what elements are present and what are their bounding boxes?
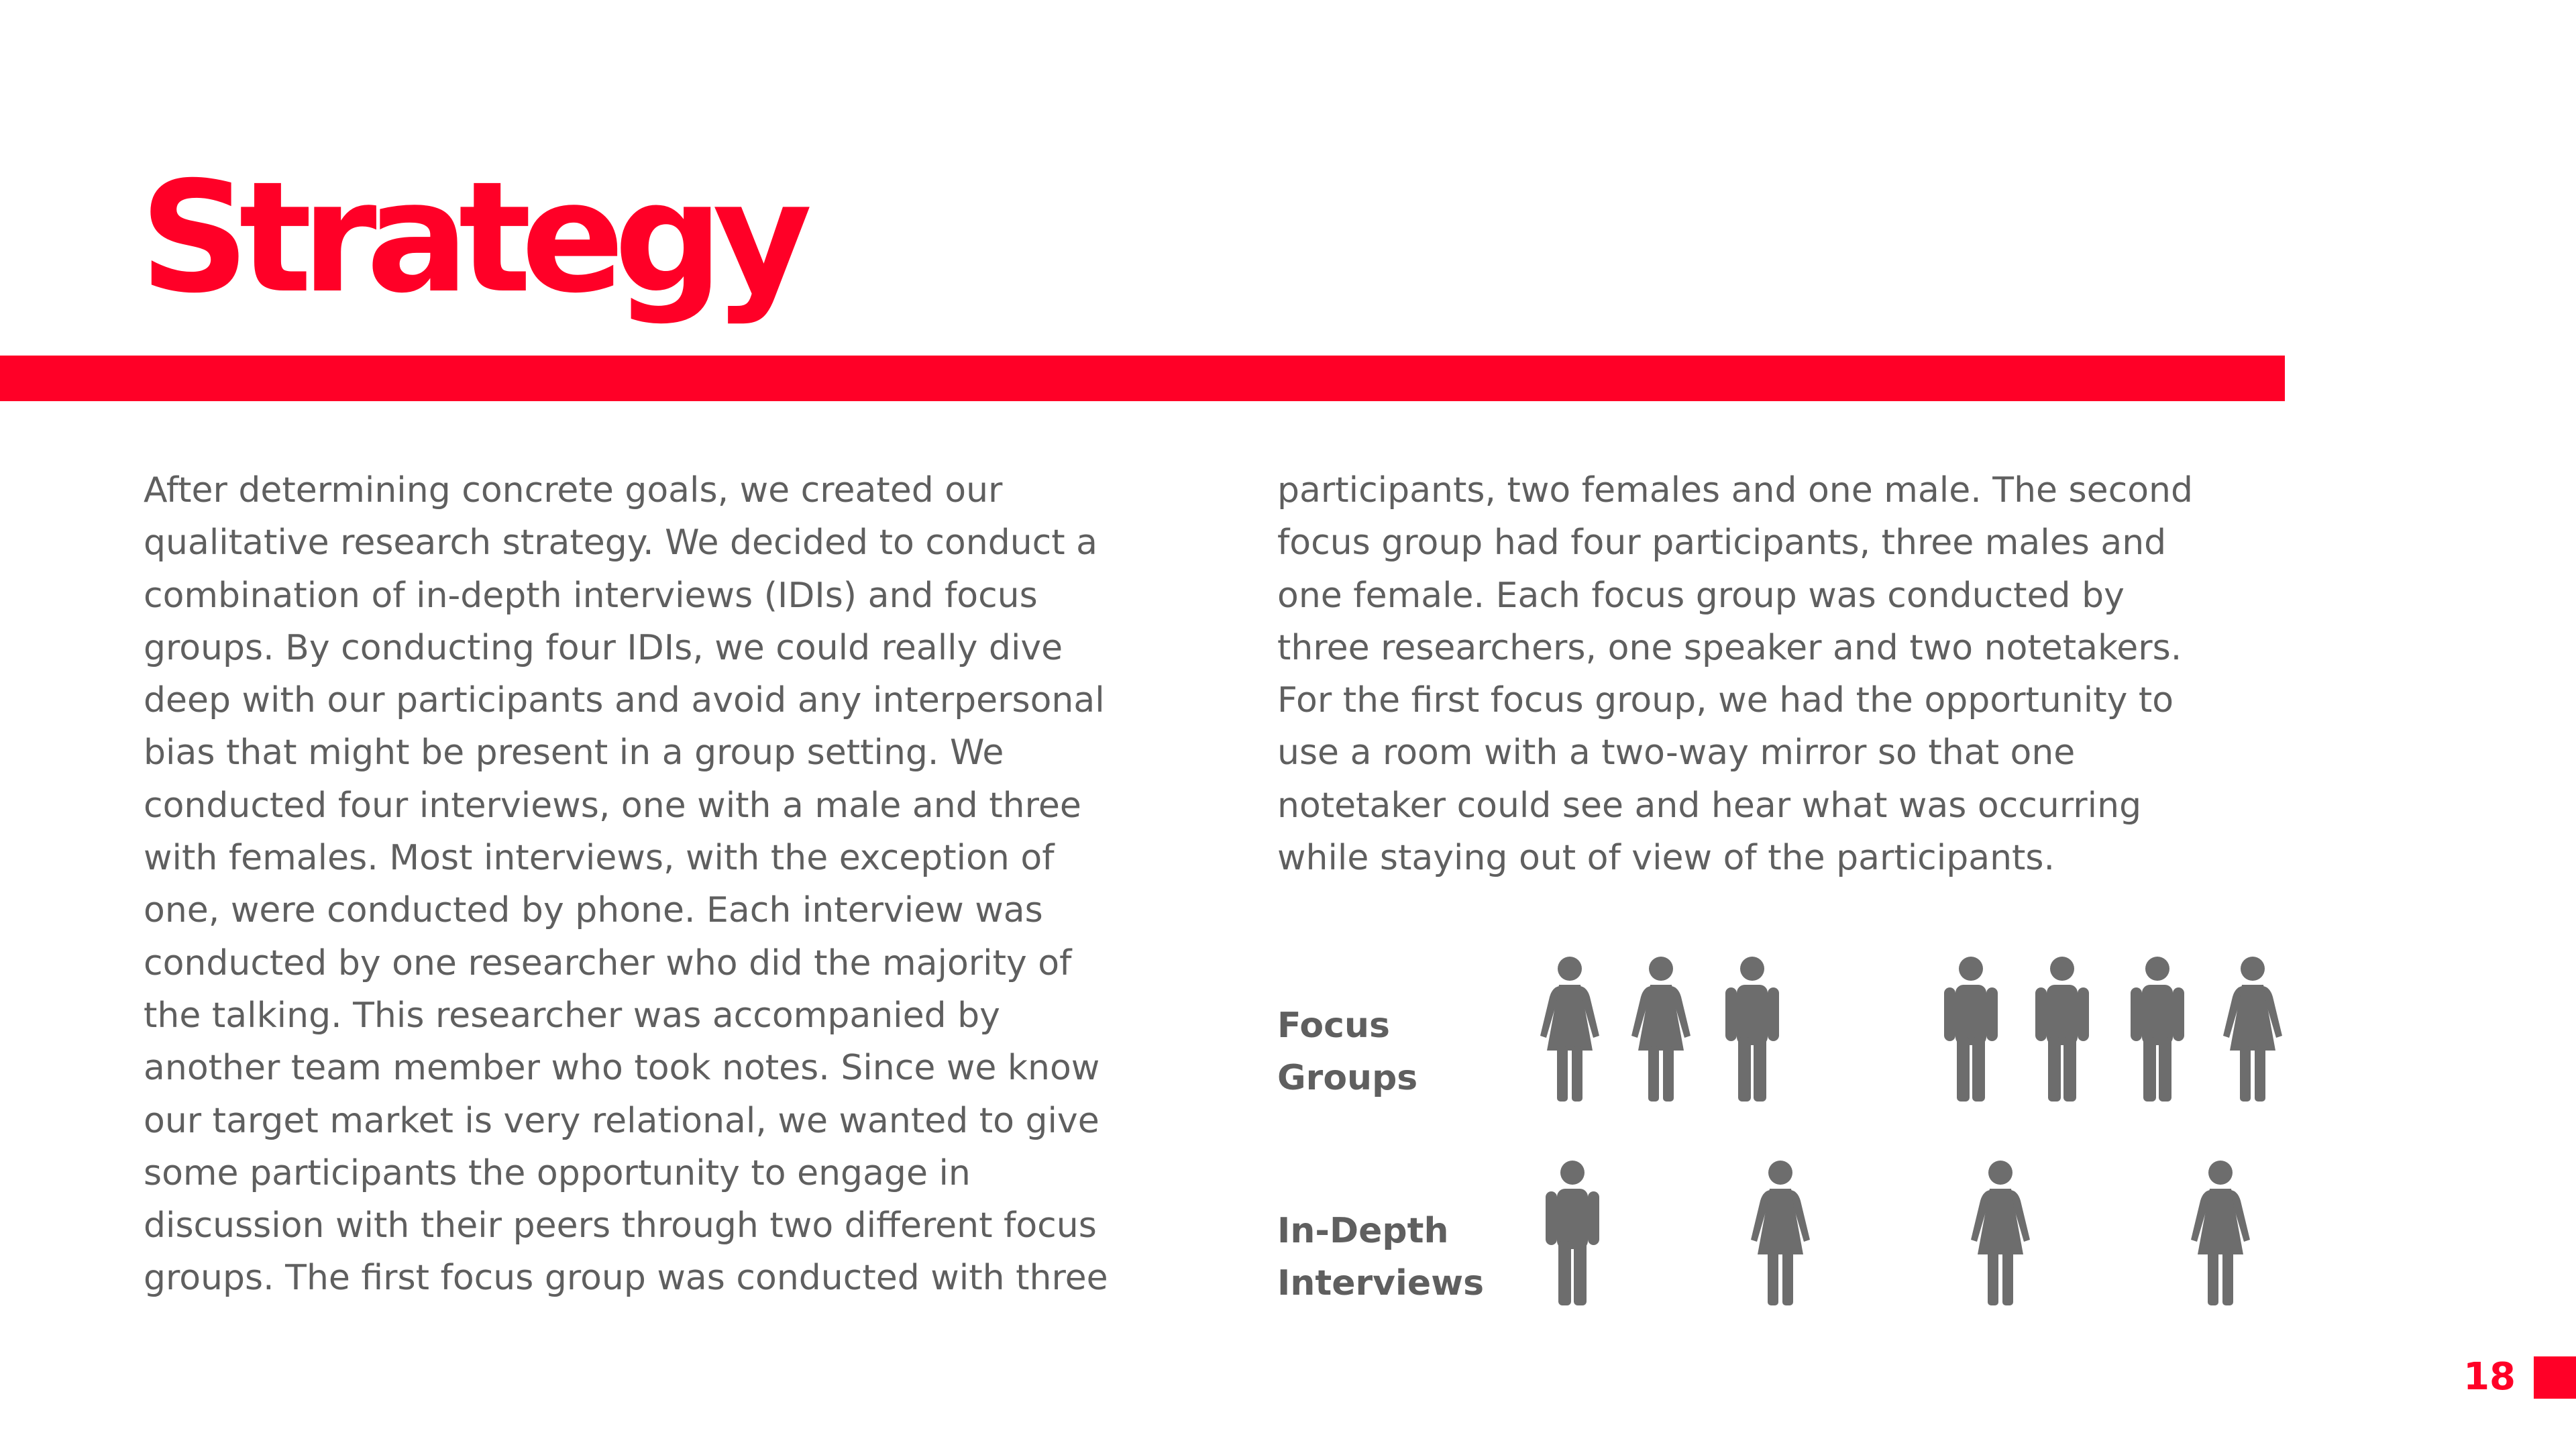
body-line: notetaker could see and hear what was occurring <box>1277 785 2142 826</box>
title-underline-bar <box>0 356 2285 401</box>
in-depth-interviews-label-line: In-Depth <box>1277 1211 1449 1251</box>
body-line: three researchers, one speaker and two notetakers. <box>1277 627 2182 668</box>
female-icon <box>1967 1161 2034 1305</box>
body-line: deep with our participants and avoid any interpersonal <box>144 680 1105 721</box>
focus-groups-label <box>1277 1000 1417 1104</box>
body-line: with females. Most interviews, with the exception of <box>144 838 1055 879</box>
body-text-left-column <box>144 464 1108 1305</box>
male-icon <box>1539 1161 1606 1305</box>
focus-groups-label-line: Focus <box>1277 1006 1390 1046</box>
body-line: qualitative research strategy. We decided to conduct a <box>144 523 1098 564</box>
body-line: participants, two females and one male. The second <box>1277 470 2193 511</box>
female-icon <box>1536 957 1603 1102</box>
body-line: the talking. This researcher was accompanied by <box>144 995 1000 1036</box>
male-icon <box>1937 957 2004 1102</box>
male-icon <box>2124 957 2191 1102</box>
page-number: 18 <box>2463 1355 2516 1399</box>
body-line: groups. The first focus group was conducted with three <box>144 1258 1108 1299</box>
body-line: After determining concrete goals, we created our <box>144 470 1003 511</box>
body-line: conducted four interviews, one with a male and three <box>144 785 1081 826</box>
body-line: use a room with a two-way mirror so that one <box>1277 733 2076 773</box>
body-text-right-column <box>1277 464 2193 884</box>
female-icon <box>2219 957 2286 1102</box>
body-line: another team member who took notes. Since we know <box>144 1048 1100 1089</box>
body-line: combination of in-depth interviews (IDIs) and focus <box>144 575 1038 616</box>
body-line: some participants the opportunity to engage in <box>144 1152 971 1193</box>
body-line: one female. Each focus group was conducted by <box>1277 575 2125 616</box>
body-line: discussion with their peers through two different focus <box>144 1205 1097 1246</box>
body-line: For the first focus group, we had the opportunity to <box>1277 680 2174 721</box>
body-line: bias that might be present in a group setting. We <box>144 733 1004 773</box>
page-number-marker <box>2534 1356 2576 1399</box>
body-line: our target market is very relational, we wanted to give <box>144 1100 1099 1141</box>
body-line: groups. By conducting four IDIs, we could really dive <box>144 627 1063 668</box>
female-icon <box>2187 1161 2254 1305</box>
body-line: conducted by one researcher who did the majority of <box>144 943 1072 983</box>
body-line: one, were conducted by phone. Each interview was <box>144 890 1043 931</box>
focus-groups-label-line: Groups <box>1277 1058 1418 1098</box>
male-icon <box>2029 957 2096 1102</box>
in-depth-interviews-label-line: Interviews <box>1277 1263 1485 1303</box>
in-depth-interviews-label <box>1277 1205 1484 1309</box>
page-title: Strategy <box>140 148 802 327</box>
female-icon <box>1627 957 1695 1102</box>
body-line: while staying out of view of the participants. <box>1277 838 2055 879</box>
male-icon <box>1719 957 1786 1102</box>
body-line: focus group had four participants, three males and <box>1277 523 2167 564</box>
female-icon <box>1747 1161 1814 1305</box>
